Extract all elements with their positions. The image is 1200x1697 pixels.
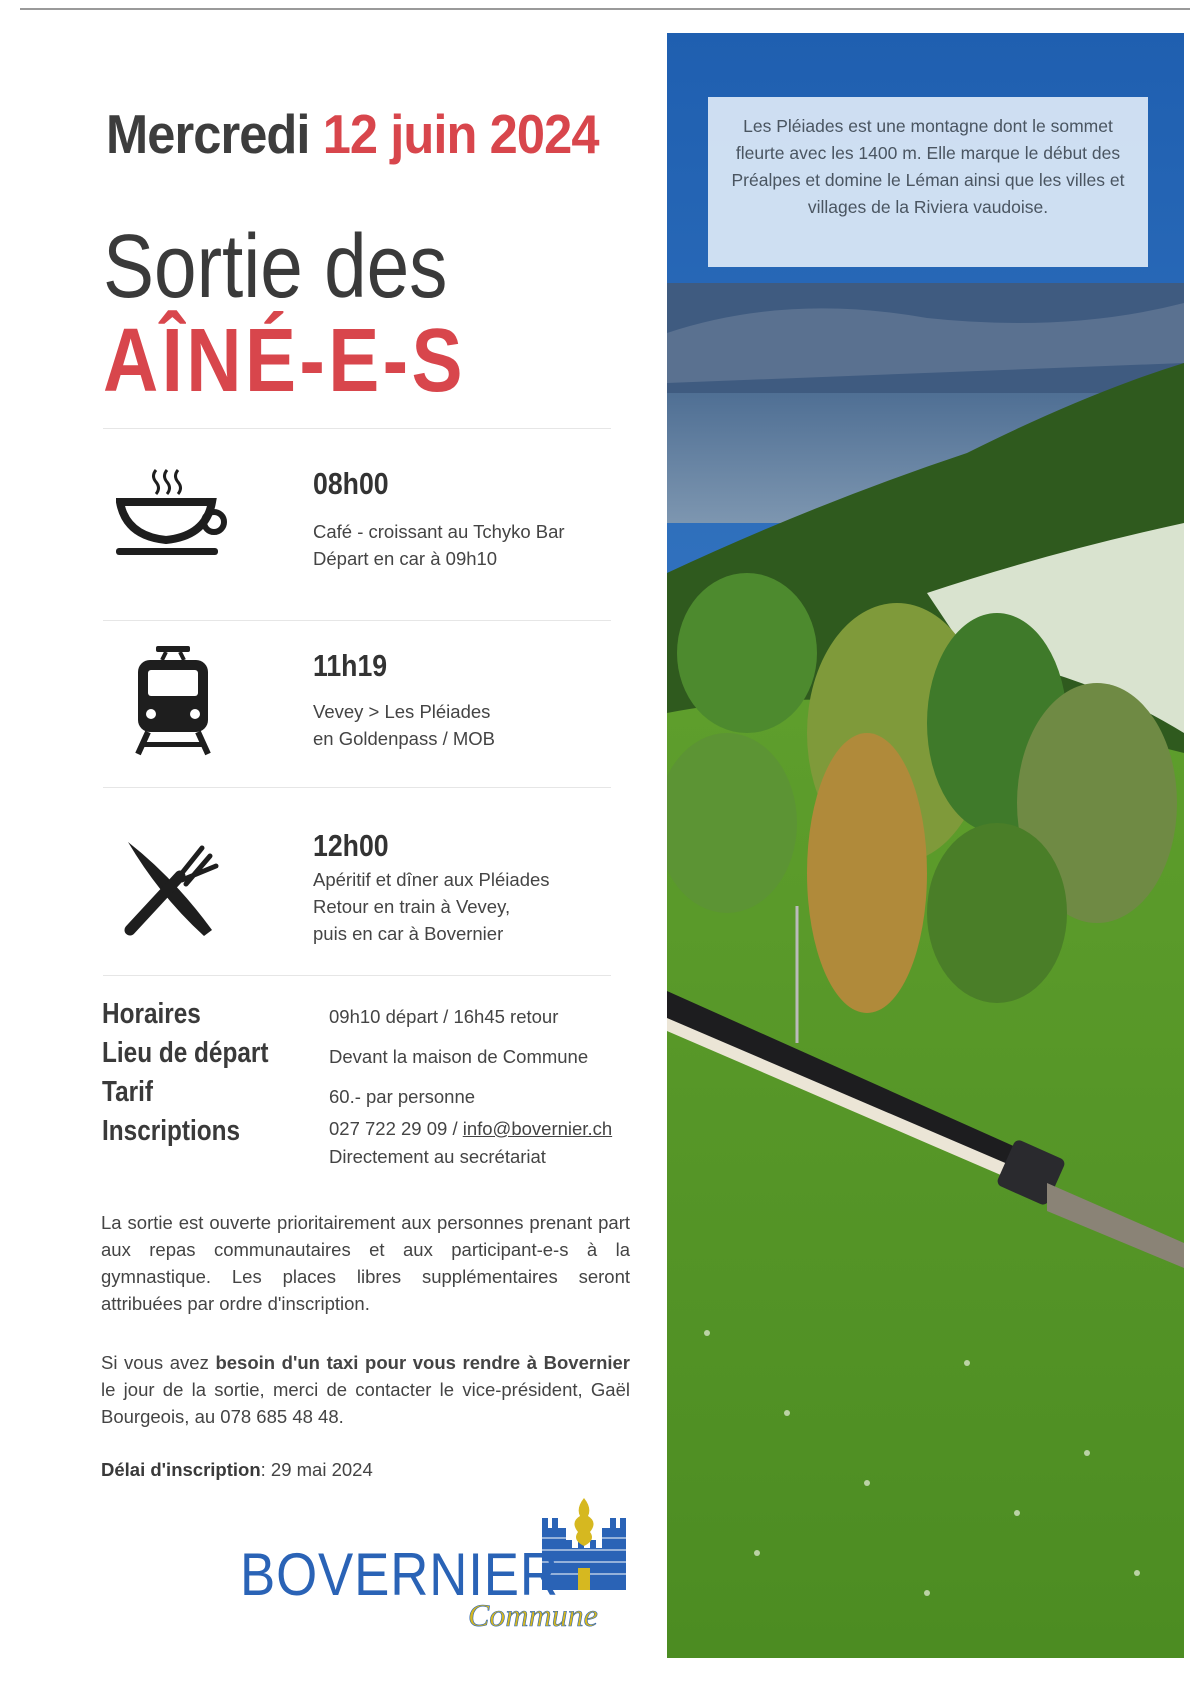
value-price: 60.- par personne (329, 1086, 476, 1107)
schedule-desc-line: Apéritif et dîner aux Pléiades (313, 869, 550, 890)
event-day: Mercredi (106, 103, 310, 165)
value-hours: 09h10 départ / 16h45 retour (329, 1006, 559, 1027)
info-labels (102, 998, 300, 1154)
event-date-value: 12 juin 2024 (322, 103, 599, 165)
label-horaires: Horaires (102, 998, 201, 1030)
cutlery-icon (124, 838, 220, 936)
schedule-time-2: 11h19 (313, 648, 388, 683)
photo-caption: Les Pléiades est une montagne dont le sommet fleurte avec les 1400 m. Elle marque le début des Préalpes et domine le Léman ainsi que les villes et villages de la Riviera vaudoise. (708, 97, 1148, 267)
scan-edge (20, 8, 1190, 10)
schedule-desc-line: Vevey > Les Pléiades (313, 701, 491, 722)
label-tarif: Tarif (102, 1076, 153, 1108)
divider (103, 428, 611, 429)
event-date (106, 102, 599, 166)
deadline-label: Délai d'inscription (101, 1459, 261, 1480)
priority-paragraph: La sortie est ouverte prioritairement aux personnes prenant part aux repas communautaires et aux participant-e-s à la gymnastique. Les places libres supplémentaires seront attribuées par ordre d'inscription. (101, 1212, 630, 1314)
schedule-desc-2 (313, 698, 495, 752)
value-secretariat: Directement au secrétariat (329, 1146, 546, 1167)
taxi-text-before: Si vous avez (101, 1352, 216, 1373)
logo-name: BOVERNIER (240, 1541, 559, 1608)
schedule-desc-1 (313, 518, 565, 572)
schedule-time-1: 08h00 (313, 466, 389, 501)
schedule-desc-line: Départ en car à 09h10 (313, 548, 498, 569)
train-icon (134, 646, 212, 756)
divider (103, 620, 611, 621)
label-inscriptions: Inscriptions (102, 1115, 241, 1147)
info-values (329, 1006, 612, 1168)
taxi-text-bold: besoin d'un taxi pour vous rendre à Bovernier (215, 1352, 630, 1373)
schedule-desc-line: en Goldenpass / MOB (313, 728, 496, 749)
coffee-cup-icon (116, 468, 232, 556)
email-link[interactable]: info@bovernier.ch (462, 1118, 613, 1139)
schedule-desc-line: Retour en train à Vevey, (313, 896, 511, 917)
schedule-time-3: 12h00 (313, 828, 389, 863)
title-line-2: AÎNÉ-E-S (103, 311, 466, 411)
value-phone: 027 722 29 09 / (329, 1118, 463, 1139)
deadline (101, 1459, 373, 1481)
schedule-desc-line: puis en car à Bovernier (313, 923, 504, 944)
divider (103, 975, 611, 976)
label-lieu-depart: Lieu de départ (102, 1037, 269, 1069)
divider (103, 787, 611, 788)
value-inscriptions (329, 1118, 612, 1146)
schedule-desc-line: Café - croissant au Tchyko Bar (313, 521, 565, 542)
taxi-text-after: le jour de la sortie, merci de contacter le vice-président, Gaël Bourgeois, au 078 685 48 48. (101, 1379, 630, 1427)
value-place: Devant la maison de Commune (329, 1046, 589, 1067)
deadline-value: : 29 mai 2024 (260, 1459, 373, 1480)
taxi-paragraph (101, 1349, 630, 1430)
title-line-1: Sortie des (103, 217, 448, 317)
schedule-desc-3 (313, 866, 550, 947)
landscape-photo (667, 33, 1184, 1658)
train-landscape-image (667, 33, 1184, 1658)
logo-sub: Commune (468, 1597, 598, 1633)
